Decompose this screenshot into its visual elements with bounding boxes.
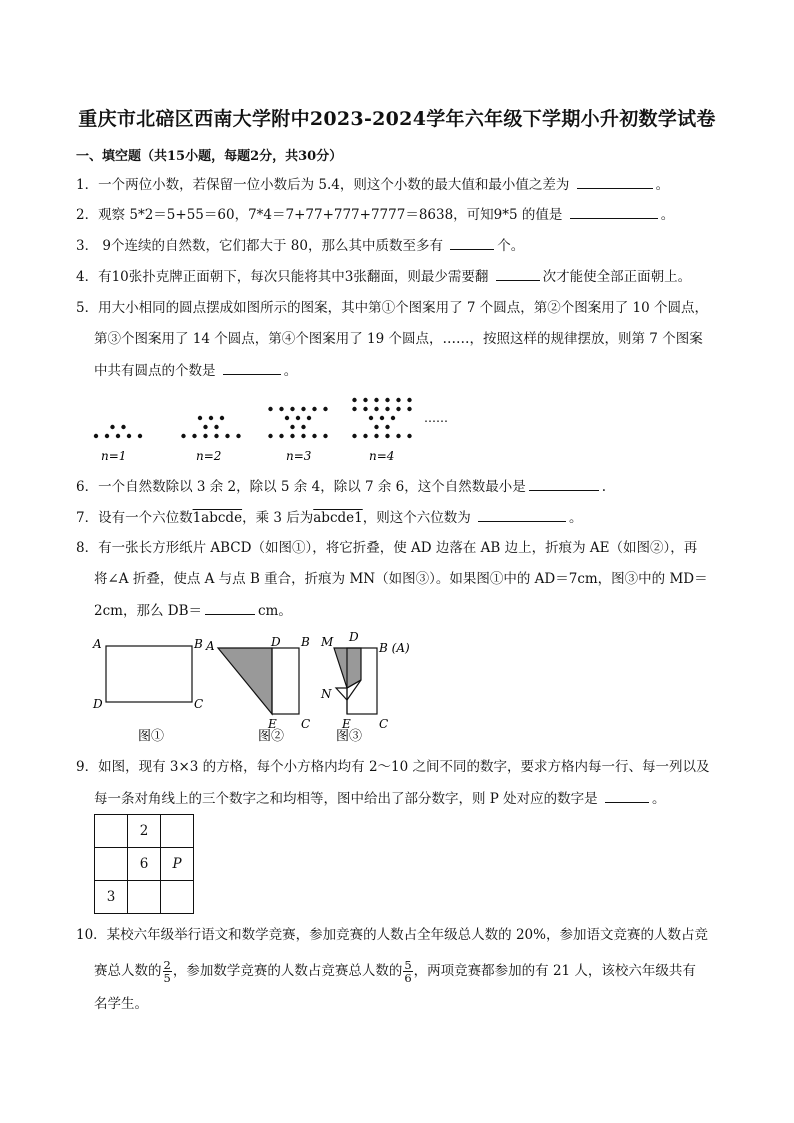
pattern-dot: [279, 434, 283, 438]
answer-blank-4[interactable]: [496, 266, 540, 281]
folding-figures: [88, 628, 418, 748]
fraction-1-numerator: 2: [163, 958, 171, 972]
answer-blank-1[interactable]: [577, 174, 653, 189]
pattern-dot: [323, 434, 327, 438]
question-1: [76, 174, 669, 195]
grid-cell: 2: [128, 815, 161, 848]
pattern-dot: [407, 398, 411, 402]
question-1-text: 1．一个两位小数，若保留一位小数后为 5.4，则这个小数的最大值和最小值之差为: [76, 177, 570, 193]
question-2-text: 2．观察 5*2＝5+55＝60，7*4＝7+77+777+7777＝8638，可知9*5 的值是: [76, 207, 563, 223]
fig1-label-a: A: [93, 637, 102, 651]
question-9-text: 每一条对角线上的三个数字之和均相等，图中给出了部分数字，则 P 处对应的数字是: [94, 791, 598, 807]
pattern-dot: [268, 434, 272, 438]
pattern-dot: [110, 425, 114, 429]
pattern-dot: [198, 416, 202, 420]
pattern-dot: [236, 434, 240, 438]
pattern-dot: [225, 434, 229, 438]
pattern-dot: [312, 407, 316, 411]
pattern-dot: [396, 407, 400, 411]
pattern-dot: [374, 425, 378, 429]
question-8-line-1: 8．有一张长方形纸片 ABCD（如图①），将它折叠，使 AD 边落在 AB 边上，折痕为 AE（如图②），再: [76, 540, 698, 556]
answer-blank-2[interactable]: [570, 204, 658, 219]
six-digit-number-2: abcde1: [313, 510, 363, 526]
pattern-dot: [203, 434, 207, 438]
grid-cell: [128, 881, 161, 914]
pattern-dot: [385, 398, 389, 402]
pattern-dot: [396, 398, 400, 402]
pattern-label-3: n=3: [286, 449, 312, 463]
question-5-line-1: 5．用大小相同的圆点摆成如图所示的图案，其中第①个图案用了 7 个圆点，第②个图案用了 10 个圆点，: [76, 300, 709, 316]
fig2-label-d: D: [271, 635, 281, 649]
question-3-end: 个。: [497, 238, 525, 254]
pattern-dot: [138, 434, 142, 438]
question-5-end: 。: [283, 363, 298, 379]
pattern-dot: [296, 416, 300, 420]
fig3-label-e: E: [342, 717, 351, 731]
pattern-label-2: n=2: [196, 449, 222, 463]
fig2-caption: 图②: [258, 729, 285, 744]
question-5-line-3: [94, 360, 297, 381]
pattern-dot: [301, 434, 305, 438]
six-digit-number-1: 1abcde: [192, 510, 243, 526]
pattern-dot: [380, 416, 384, 420]
pattern-dot: [279, 407, 283, 411]
pattern-dot: [407, 434, 411, 438]
pattern-dot: [374, 398, 378, 402]
question-6-end: .: [601, 479, 607, 495]
pattern-dot: [105, 434, 109, 438]
question-10-text-b: ，参加数学竞赛的人数占竞赛总人数的: [172, 963, 403, 979]
question-8-text: 2cm，那么 DB＝: [94, 603, 202, 619]
fig3-label-c: C: [379, 717, 389, 731]
question-4: [76, 266, 691, 287]
figure-2-fold: [205, 635, 310, 744]
question-5-text: 中共有圆点的个数是: [94, 363, 216, 379]
pattern-dot: [290, 434, 294, 438]
answer-blank-5[interactable]: [223, 360, 281, 375]
question-5-line-2: 第③个图案用了 14 个圆点，第④个图案用了 19 个圆点，……，按照这样的规律摆放，则第 7 个图案: [94, 331, 703, 347]
answer-blank-7[interactable]: [478, 507, 566, 522]
pattern-dot: [285, 416, 289, 420]
question-8-line-3: [94, 600, 292, 621]
pattern-dot: [407, 407, 411, 411]
grid-cell-p: P: [161, 848, 194, 881]
figure-1-rectangle: [92, 637, 203, 744]
pattern-dot: [374, 407, 378, 411]
pattern-dot: [385, 425, 389, 429]
pattern-dot: [94, 434, 98, 438]
pattern-dot: [352, 434, 356, 438]
fraction-2-denominator: 6: [404, 971, 412, 985]
answer-blank-6[interactable]: [529, 476, 599, 491]
question-4-end: 次才能使全部正面朝上。: [542, 269, 692, 285]
fraction-two-fifths: [163, 959, 172, 984]
grid-cell: [95, 815, 128, 848]
pattern-dot: [220, 416, 224, 420]
fraction-1-denominator: 5: [163, 971, 171, 985]
question-3: [76, 235, 524, 256]
grid-cell: [161, 815, 194, 848]
grid-cell: 3: [95, 881, 128, 914]
pattern-dot: [214, 434, 218, 438]
question-7-pre: 7．设有一个六位数: [76, 510, 193, 526]
pattern-dot: [385, 434, 389, 438]
pattern-dot: [363, 434, 367, 438]
pattern-dot: [203, 425, 207, 429]
fig2-label-e: E: [268, 717, 277, 731]
fig1-caption: 图①: [138, 729, 165, 744]
pattern-dot: [192, 434, 196, 438]
grid-cell: [95, 848, 128, 881]
pattern-dot: [181, 434, 185, 438]
fig2-label-c: C: [301, 717, 311, 731]
question-7-mid: ，乘 3 后为: [242, 510, 314, 526]
pattern-dot: [116, 434, 120, 438]
question-7-post: ，则这个六位数为: [362, 510, 471, 526]
question-2-end: 。: [660, 207, 675, 223]
grid-cell: 6: [128, 848, 161, 881]
fig1-label-d: D: [93, 697, 103, 711]
question-4-text: 4．有10张扑克牌正面朝下，每次只能将其中3张翻面，则最少需要翻: [76, 269, 489, 285]
grid-cell: [161, 881, 194, 914]
pattern-label-4: n=4: [369, 449, 395, 463]
fraction-2-numerator: 5: [404, 958, 412, 972]
question-9-end: 。: [651, 791, 666, 807]
question-10-line-2: [94, 958, 696, 984]
pattern-dot: [127, 434, 131, 438]
pattern-dot: [312, 434, 316, 438]
question-8-unit: cm。: [258, 603, 292, 619]
question-6: [76, 476, 606, 497]
fig1-label-c: C: [194, 697, 204, 711]
pattern-dot: [391, 416, 395, 420]
pattern-dot: [396, 434, 400, 438]
fig3-label-n: N: [321, 687, 332, 701]
pattern-dot: [307, 416, 311, 420]
question-10-text-c: ，两项竞赛都参加的有 21 人，该校六年级共有: [413, 963, 696, 979]
question-7-end: 。: [569, 510, 583, 526]
question-2: [76, 204, 674, 225]
question-6-text: 6．一个自然数除以 3 余 2，除以 5 余 4，除以 7 余 6，这个自然数最小是: [76, 479, 526, 495]
pattern-dot: [209, 416, 213, 420]
magic-square-grid: [94, 814, 194, 914]
fig3-label-ba: B (A): [379, 641, 410, 655]
pattern-dot: [121, 425, 125, 429]
pattern-dot: [385, 407, 389, 411]
pattern-dot: [369, 416, 373, 420]
pattern-dot: [214, 425, 218, 429]
pattern-dot: [352, 407, 356, 411]
fig2-label-a: A: [206, 639, 215, 653]
question-1-end: 。: [655, 177, 670, 193]
pattern-dot: [363, 407, 367, 411]
fig3-label-d: D: [349, 630, 359, 644]
question-8-line-2: 将∠A 折叠，使点 A 与点 B 重合，折痕为 MN（如图③）。如果图①中的 AD＝7cm，图③中的 MD＝: [94, 571, 708, 587]
pattern-dot: [290, 425, 294, 429]
question-7: [76, 507, 583, 528]
pattern-dot: [290, 407, 294, 411]
fig2-label-b: B: [301, 635, 310, 649]
question-10-line-1: 10．某校六年级举行语文和数学竞赛，参加竞赛的人数占全年级总人数的 20%，参加语文竞赛的人数占竞: [76, 927, 708, 943]
section-heading: 一、填空题（共15小题，每题2分，共30分）: [76, 149, 343, 164]
fig1-label-b: B: [194, 637, 203, 651]
pattern-dot: [301, 425, 305, 429]
answer-blank-8[interactable]: [205, 600, 255, 615]
question-3-text: 3． 9个连续的自然数，它们都大于 80，那么其中质数至多有: [76, 238, 443, 254]
fraction-five-sixths: [403, 959, 412, 984]
pattern-dot: [352, 398, 356, 402]
question-9-line-1: 9．如图，现有 3×3 的方格，每个小方格内均有 2～10 之间不同的数字，要求方格内每一行、每一列以及: [76, 759, 710, 775]
pattern-ellipsis: ……: [424, 411, 448, 425]
answer-blank-3[interactable]: [450, 235, 494, 250]
fig3-label-m: M: [321, 635, 334, 649]
pattern-dot: [301, 407, 305, 411]
pattern-dot: [374, 434, 378, 438]
question-10-text-a: 赛总人数的: [94, 963, 162, 979]
answer-blank-9[interactable]: [605, 788, 649, 803]
page-title: 重庆市北碚区西南大学附中2023-2024学年六年级下学期小升初数学试卷: [78, 108, 716, 130]
pattern-label-1: n=1: [101, 449, 127, 463]
fig3-caption: 图③: [336, 729, 363, 744]
pattern-dot: [268, 407, 272, 411]
figure-3-fold: [320, 630, 410, 744]
pattern-dot: [363, 398, 367, 402]
dot-pattern-figure: [86, 388, 456, 466]
pattern-dot: [323, 407, 327, 411]
question-10-line-3: 名学生。: [94, 996, 148, 1012]
question-9-line-2: [94, 788, 665, 809]
